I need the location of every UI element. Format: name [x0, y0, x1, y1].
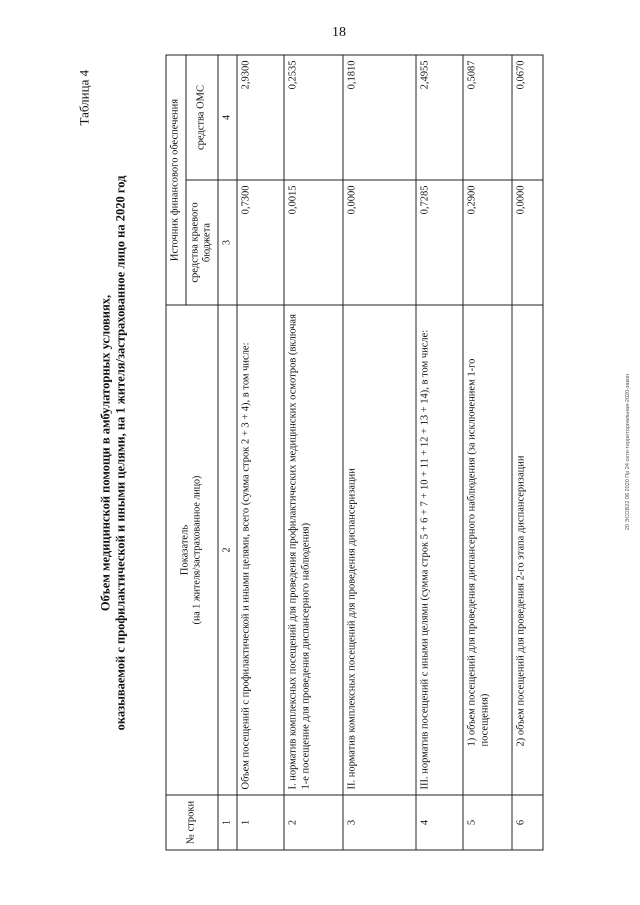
row-oms-value: 0,5087 [463, 55, 512, 180]
row-indicator: I. норматив комплексных посещений для проведения профилактических медицинских осмотров (включая 1-е посещение для проведения диспансерного наблюдения) [284, 305, 343, 795]
header-source: Источник финансового обеспечения [166, 55, 186, 305]
header-indicator-subtitle: (на 1 жителя/застрахованное лицо) [191, 475, 203, 624]
row-number: 4 [416, 795, 463, 850]
column-index-row [217, 55, 237, 850]
column-index: 3 [217, 180, 237, 305]
header-indicator-title: Показатель [178, 524, 190, 575]
table-row [416, 55, 463, 850]
row-oms-value: 2,9300 [237, 55, 284, 180]
table-label: Таблица 4 [76, 69, 91, 125]
row-regional-value: 0,2900 [463, 180, 512, 305]
row-regional-value: 0,0000 [343, 180, 416, 305]
row-indicator: III. норматив посещений с иными целями (сумма строк 5 + 6 + 7 + 10 + 11 + 12 + 13 + 14), в том числе: [416, 305, 463, 795]
row-number: 3 [343, 795, 416, 850]
header-oms: средства ОМС [185, 55, 217, 180]
row-indicator: Объем посещений с профилактической и иными целями, всего (сумма строк 2 + 3 + 4), в том числе: [237, 305, 284, 795]
row-indicator: II. норматив комплексных посещений для проведения диспансеризации [343, 305, 416, 795]
column-index: 4 [217, 55, 237, 180]
row-number: 5 [463, 795, 512, 850]
row-regional-value: 0,0000 [512, 180, 543, 305]
title-line-1: Объем медицинской помощи в амбулаторных условиях, [98, 294, 112, 611]
volume-table [165, 54, 543, 850]
header-row [166, 55, 186, 850]
column-index: 1 [217, 795, 237, 850]
side-stamp: 20 ЭСОВ22 06 2020 Пр 24 сети-территориальная-2020-закон [625, 373, 631, 531]
row-regional-value: 0,7285 [416, 180, 463, 305]
row-number: 1 [237, 795, 284, 850]
row-number: 6 [512, 795, 543, 850]
row-oms-value: 0,1810 [343, 55, 416, 180]
table-row [237, 55, 284, 850]
row-number: 2 [284, 795, 343, 850]
row-oms-value: 0,2535 [284, 55, 343, 180]
header-row-no: № строки [166, 795, 218, 850]
row-regional-value: 0,0015 [284, 180, 343, 305]
row-regional-value: 0,7300 [237, 180, 284, 305]
column-index: 2 [217, 305, 237, 795]
row-indicator: 2) объем посещений для проведения 2-го этапа диспансеризации [512, 305, 543, 795]
table-title [98, 0, 128, 905]
header-regional: средства краевого бюджета [185, 180, 217, 305]
row-oms-value: 0,0670 [512, 55, 543, 180]
table-row [284, 55, 343, 850]
row-indicator: 1) объем посещений для проведения диспансерного наблюдения (за исключением 1-го посещения) [463, 305, 512, 795]
table-row [512, 55, 543, 850]
title-line-2: оказываемой с профилактической и иными целями, на 1 жителя/застрахованное лицо на 2020 год [113, 175, 127, 730]
page-number: 18 [332, 25, 346, 40]
table-row [463, 55, 512, 850]
header-indicator [166, 305, 218, 795]
row-oms-value: 2,4955 [416, 55, 463, 180]
table-row [343, 55, 416, 850]
